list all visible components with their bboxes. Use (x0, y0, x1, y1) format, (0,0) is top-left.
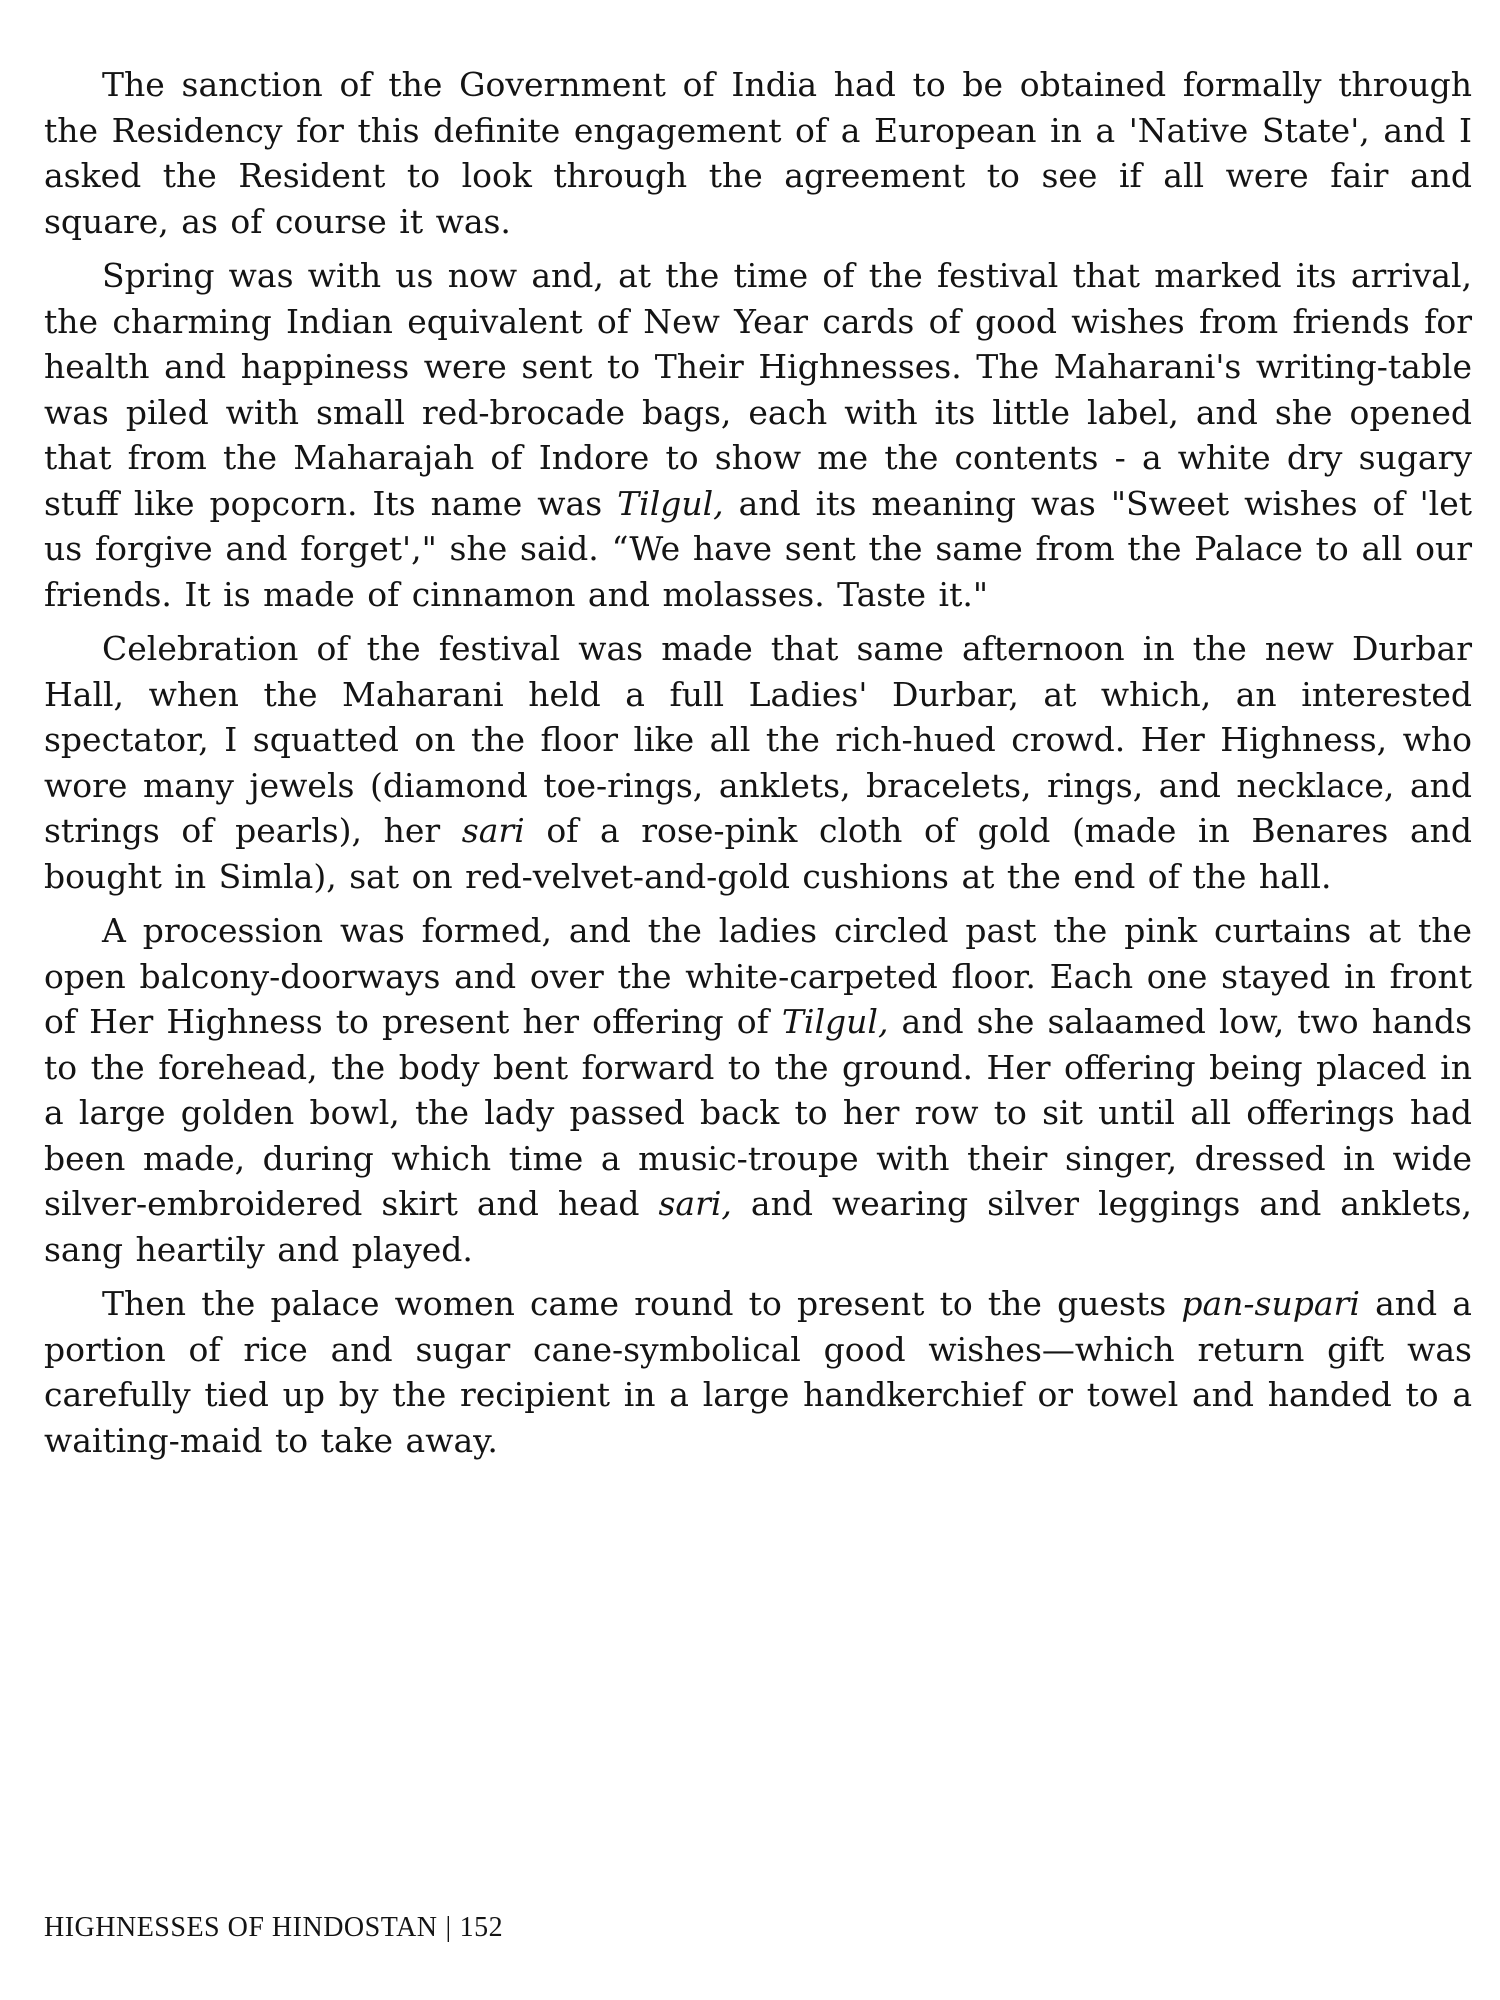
text-run: and wearing silver leggings and anklets, sang heartily and played. (44, 1184, 1472, 1269)
italic-term: Tilgul, (781, 1002, 889, 1041)
italic-term: sari (461, 811, 525, 850)
text-run: Then the palace women came round to present to the guests (102, 1284, 1182, 1323)
footer-separator: | (445, 1912, 452, 1943)
paragraph (44, 626, 1472, 899)
running-title: HIGHNESSES OF HINDOSTAN (44, 1912, 438, 1943)
text-run: and she salaamed low, two hands to the forehead, the body bent forward to the ground. Her offering being placed in a large golden bowl, the lady passed back to her row to sit until all offerings had been made, during which time a music-troupe with their singer, dressed in wide silver-embroidered skirt and head (44, 1002, 1472, 1223)
text-run: A procession was formed, and the ladies circled past the pink curtains at the open balcony-doorways and over the white-carpeted floor. Each one stayed in front of Her Highness to present her offering of (44, 911, 1472, 1041)
text-run: Spring was with us now and, at the time of the festival that marked its arrival, the charming Indian equivalent of New Year cards of good wishes from friends for health and happiness were sent to Their Highnesses. The Maharani's writing-table was piled with small red-brocade bags, each with its little label, and she opened that from the Maharajah of Indore to show me the contents - a white dry sugary stuff like popcorn. Its name was (44, 256, 1472, 523)
paragraph (44, 62, 1472, 244)
page-number: 152 (459, 1912, 504, 1943)
text-run: and its meaning was "Sweet wishes of 'let us forgive and forget'," she said. “We have sent the same from the Palace to all our friends. It is made of cinnamon and molasses. Taste it." (44, 483, 1473, 614)
text-run: of a rose-pink cloth of gold (made in Benares and bought in Simla), sat on red-velvet-and-gold cushions at the end of the hall. (44, 811, 1472, 896)
text-run: Celebration of the festival was made that same afternoon in the new Durbar Hall, when the Maharani held a full Ladies' Durbar, at which, an interested spectator, I squatted on the floor like all the rich-hued crowd. Her Highness, who wore many jewels (diamond toe-rings, anklets, bracelets, rings, and necklace, and strings of pearls), her (44, 629, 1472, 850)
text-run: The sanction of the Government of India had to be obtained formally through the Residency for this definite engagement of a European in a 'Native State', and I asked the Resident to look through the agreement to see if all were fair and square, as of course it was. (44, 65, 1472, 241)
body-text (44, 62, 1472, 1472)
page-footer (44, 1912, 503, 1944)
italic-term: Tilgul, (617, 483, 724, 523)
paragraph (44, 253, 1472, 617)
paragraph (44, 1281, 1472, 1463)
italic-term: pan-supari (1181, 1284, 1360, 1323)
italic-term: sari, (658, 1184, 732, 1223)
text-run: and a portion of rice and sugar cane-symbolical good wishes—which return gift was carefully tied up by the recipient in a large handkerchief or towel and handed to a waiting-maid to take away. (44, 1284, 1472, 1460)
paragraph (44, 908, 1472, 1272)
